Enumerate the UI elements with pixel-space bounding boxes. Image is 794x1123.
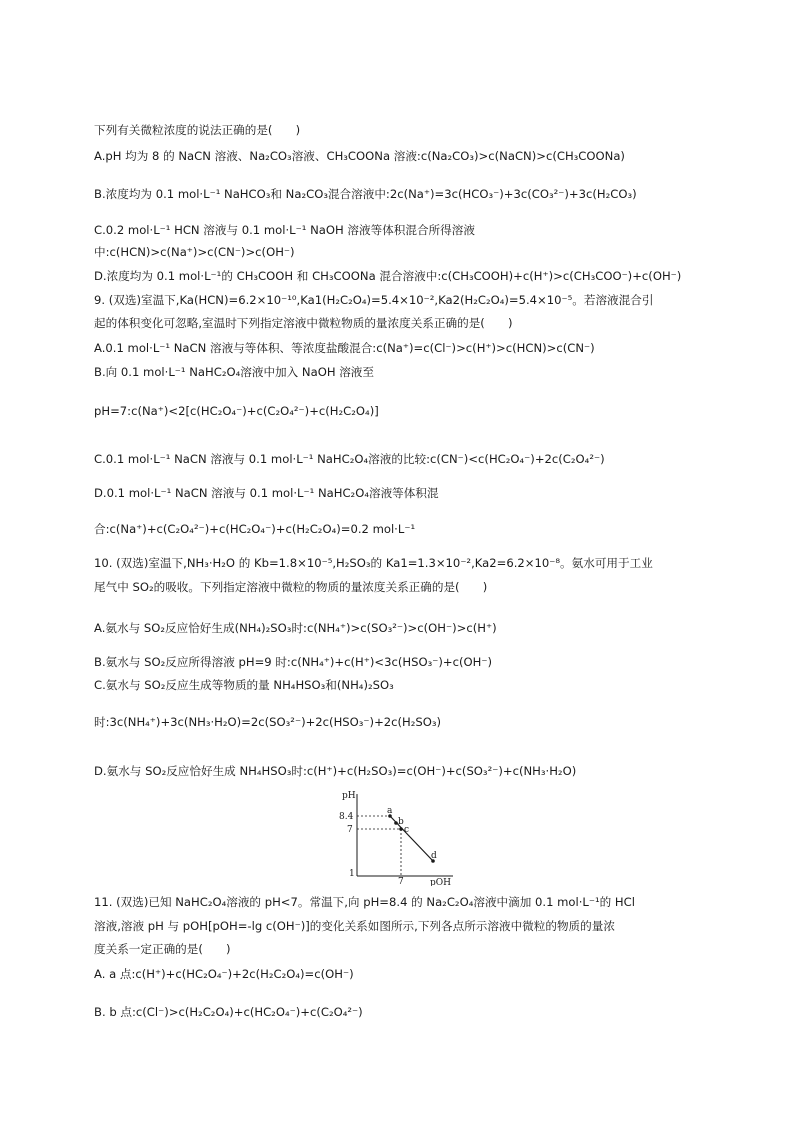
label-d: d xyxy=(431,851,437,861)
label-b: b xyxy=(398,817,404,827)
y-axis-label: pH xyxy=(342,791,356,801)
q8-stem: 下列有关微粒浓度的说法正确的是( ) xyxy=(94,123,301,137)
q9-option-d-line1: D.0.1 mol·L⁻¹ NaCN 溶液与 0.1 mol·L⁻¹ NaHC₂O₄溶液等体积混 xyxy=(94,486,439,500)
q9-option-c: C.0.1 mol·L⁻¹ NaCN 溶液与 0.1 mol·L⁻¹ NaHC₂O₄溶液的比较:c(CN⁻)<c(HC₂O₄⁻)+2c(C₂O₄²⁻) xyxy=(94,452,605,466)
q10-option-c-line2: 时:3c(NH₄⁺)+3c(NH₃·H₂O)=2c(SO₃²⁻)+2c(HSO₃⁻)+2c(H₂SO₃) xyxy=(94,715,442,729)
q11-stem-line1: 11. (双选)已知 NaHC₂O₄溶液的 pH<7。常温下,向 pH=8.4 的 Na₂C₂O₄溶液中滴加 0.1 mol·L⁻¹的 HCl xyxy=(94,895,635,909)
q10-stem-line2: 尾气中 SO₂的吸收。下列指定溶液中微粒的物质的量浓度关系正确的是( ) xyxy=(94,580,488,594)
q11-option-b: B. b 点:c(Cl⁻)>c(H₂C₂O₄)+c(HC₂O₄⁻)+c(C₂O₄²⁻) xyxy=(94,1005,363,1019)
tick-7-x: 7 xyxy=(398,877,404,886)
label-c: c xyxy=(404,825,410,835)
x-axis-label: pOH xyxy=(430,878,451,886)
q8-option-a: A.pH 均为 8 的 NaCN 溶液、Na₂CO₃溶液、CH₃COONa 溶液:c(Na₂CO₃)>c(NaCN)>c(CH₃COONa) xyxy=(94,149,625,163)
q11-stem-line3: 度关系一定正确的是( ) xyxy=(94,942,231,956)
q10-option-d: D.氨水与 SO₂反应恰好生成 NH₄HSO₃时:c(H⁺)+c(H₂SO₃)=c(OH⁻)+c(SO₃²⁻)+c(NH₃·H₂O) xyxy=(94,764,577,778)
q8-option-c-line2: 中:c(HCN)>c(Na⁺)>c(CN⁻)>c(OH⁻) xyxy=(94,245,295,259)
q10-option-b: B.氨水与 SO₂反应所得溶液 pH=9 时:c(NH₄⁺)+c(H⁺)<3c(HSO₃⁻)+c(OH⁻) xyxy=(94,655,492,669)
q8-option-d: D.浓度均为 0.1 mol·L⁻¹的 CH₃COOH 和 CH₃COONa 混合溶液中:c(CH₃COOH)+c(H⁺)>c(CH₃COO⁻)+c(OH⁻) xyxy=(94,269,682,283)
tick-1: 1 xyxy=(349,869,355,879)
ph-poh-figure xyxy=(335,786,460,886)
q9-option-a: A.0.1 mol·L⁻¹ NaCN 溶液与等体积、等浓度盐酸混合:c(Na⁺)=c(Cl⁻)>c(H⁺)>c(HCN)>c(CN⁻) xyxy=(94,341,595,355)
q8-option-b: B.浓度均为 0.1 mol·L⁻¹ NaHCO₃和 Na₂CO₃混合溶液中:2c(Na⁺)=3c(HCO₃⁻)+3c(CO₃²⁻)+3c(H₂CO₃) xyxy=(94,187,637,201)
q11-option-a: A. a 点:c(H⁺)+c(HC₂O₄⁻)+2c(H₂C₂O₄)=c(OH⁻) xyxy=(94,967,354,981)
q10-stem-line1: 10. (双选)室温下,NH₃·H₂O 的 Kb=1.8×10⁻⁵,H₂SO₃的 Ka1=1.3×10⁻²,Ka2=6.2×10⁻⁸。氨水可用于工业 xyxy=(94,556,653,570)
q11-stem-line2: 溶液,溶液 pH 与 pOH[pOH=-lg c(OH⁻)]的变化关系如图所示,下列各点所示溶液中微粒的物质的量浓 xyxy=(94,919,615,933)
q8-option-c-line1: C.0.2 mol·L⁻¹ HCN 溶液与 0.1 mol·L⁻¹ NaOH 溶液等体积混合所得溶液 xyxy=(94,223,475,237)
q9-option-b-line2: pH=7:c(Na⁺)<2[c(HC₂O₄⁻)+c(C₂O₄²⁻)+c(H₂C₂O₄)] xyxy=(94,404,379,418)
tick-8-4: 8.4 xyxy=(339,812,354,822)
label-a: a xyxy=(387,806,393,816)
q9-option-d-line2: 合:c(Na⁺)+c(C₂O₄²⁻)+c(HC₂O₄⁻)+c(H₂C₂O₄)=0.2 mol·L⁻¹ xyxy=(94,522,416,536)
q9-option-b-line1: B.向 0.1 mol·L⁻¹ NaHC₂O₄溶液中加入 NaOH 溶液至 xyxy=(94,365,374,379)
q10-option-a: A.氨水与 SO₂反应恰好生成(NH₄)₂SO₃时:c(NH₄⁺)>c(SO₃²⁻)>c(OH⁻)>c(H⁺) xyxy=(94,621,497,635)
tick-7-y: 7 xyxy=(347,825,353,835)
q9-stem-line2: 起的体积变化可忽略,室温时下列指定溶液中微粒物质的量浓度关系正确的是( ) xyxy=(94,316,513,330)
point-c xyxy=(399,827,403,831)
q10-option-c-line1: C.氨水与 SO₂反应生成等物质的量 NH₄HSO₃和(NH₄)₂SO₃ xyxy=(94,678,394,692)
q9-stem-line1: 9. (双选)室温下,Ka(HCN)=6.2×10⁻¹⁰,Ka1(H₂C₂O₄)=5.4×10⁻²,Ka2(H₂C₂O₄)=5.4×10⁻⁵。若溶液混合引 xyxy=(94,293,654,307)
